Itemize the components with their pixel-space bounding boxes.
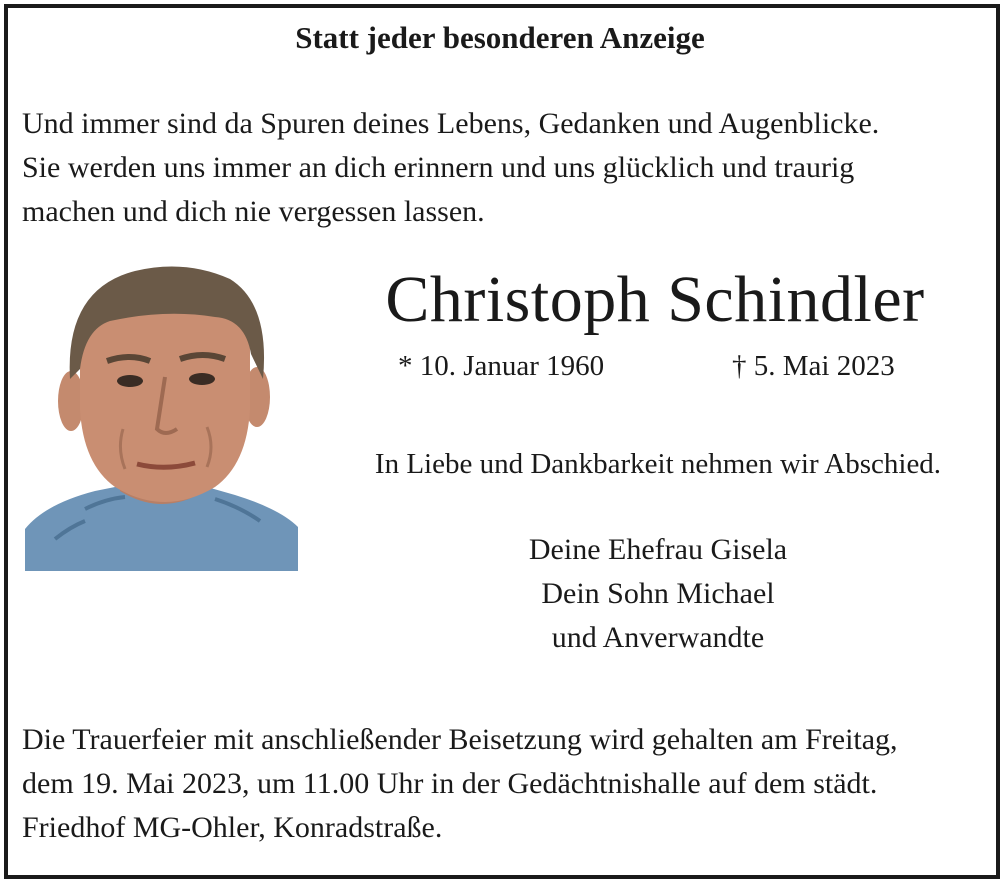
mourner-line: Deine Ehefrau Gisela (528, 533, 788, 566)
funeral-service-info (22, 718, 982, 850)
intro-line: machen und dich nie vergessen lassen. (22, 195, 485, 228)
mourner-line: Dein Sohn Michael (541, 577, 775, 610)
intro-line: Und immer sind da Spuren deines Lebens, Gedanken und Augenblicke. (22, 107, 880, 140)
notice-heading: Statt jeder besonderen Anzeige (295, 20, 705, 55)
service-line: Friedhof MG-Ohler, Konradstraße. (22, 811, 443, 844)
intro-verse (22, 102, 982, 234)
service-line: Die Trauerfeier mit anschließender Beisetzung wird gehalten am Freitag, (22, 723, 898, 756)
intro-line: Sie werden uns immer an dich erinnern und uns glücklich und traurig (22, 151, 855, 184)
death-date: † 5. Mai 2023 (732, 350, 895, 382)
deceased-name: Christoph Schindler (385, 263, 925, 336)
portrait-photo (25, 259, 298, 571)
service-line: dem 19. Mai 2023, um 11.00 Uhr in der Gedächtnishalle auf dem städt. (22, 767, 878, 800)
mourner-line: und Anverwandte (551, 621, 765, 654)
farewell-text: In Liebe und Dankbarkeit nehmen wir Abschied. (374, 448, 942, 480)
birth-date: * 10. Januar 1960 (398, 350, 605, 382)
mourners-list (330, 528, 986, 660)
